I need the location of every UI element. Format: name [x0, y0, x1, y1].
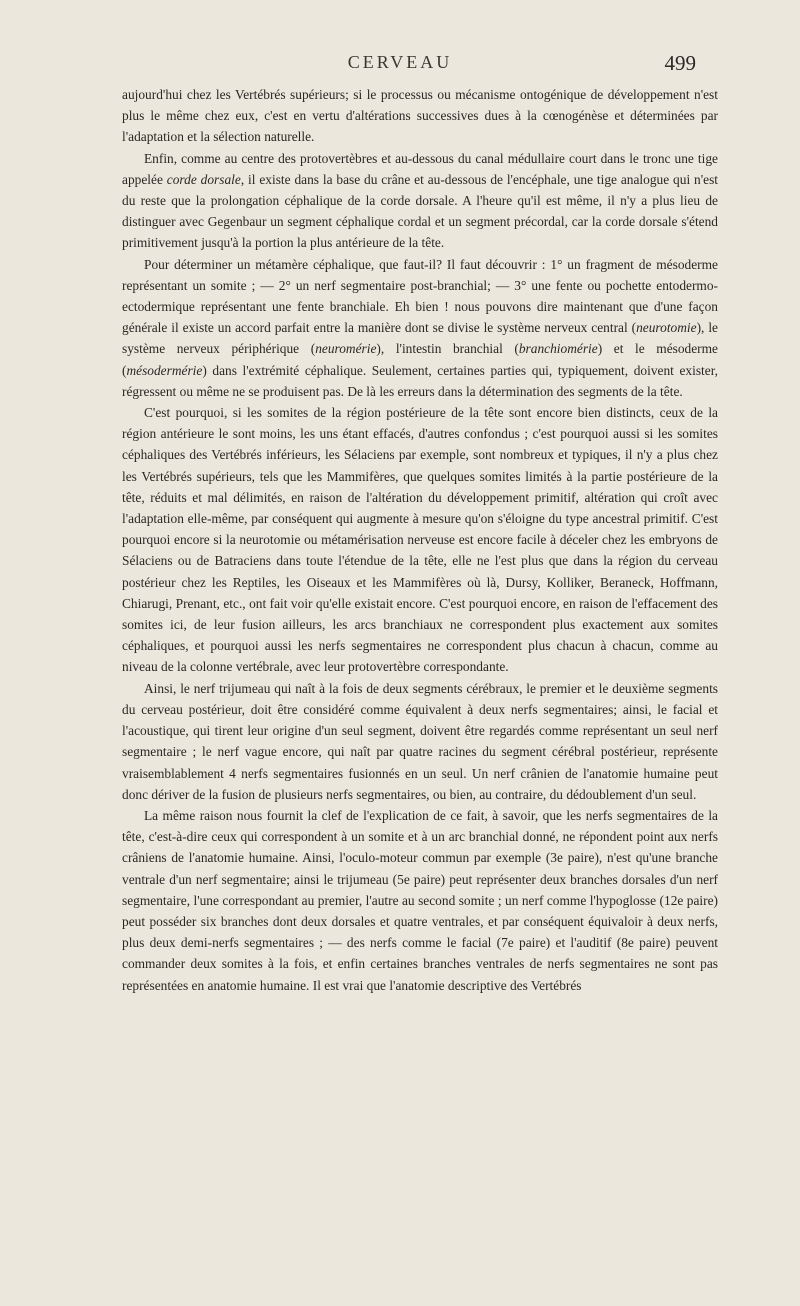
text-run: Pour déterminer un métamère céphalique, que faut-il? Il faut découvrir : 1° un fragment de mésoderme représentant un somite ; — 2° un nerf segmentaire post-branchial; — 3° une fente ou pochette entodermo-ectodermique représentant une fente branchiale. Eh bien ! nous pouvons dire maintenant que d'une façon générale il existe un accord parfait entre la manière dont se divise le système nerveux central ( [122, 256, 718, 336]
running-title: CERVEAU [347, 52, 453, 72]
italic-term: corde dorsale [166, 171, 241, 187]
text-run: ) dans l'extrémité céphalique. Seulement, certaines parties qui, typiquement, doivent exister, régressent ou même ne se produisent pas. De là les erreurs dans la détermination des segments de la tête. [122, 362, 718, 399]
paragraph [122, 678, 718, 805]
text-run: Enfin, comme au centre des protovertèbres et au-dessous du canal médullaire court dans le tronc une tige appelée [122, 150, 718, 187]
page-number: 499 [664, 51, 696, 75]
italic-term: neuromérie [315, 341, 377, 357]
text-run: Ainsi, le nerf trijumeau qui naît à la fois de deux segments cérébraux, le premier et le deuxième segments du cerveau postérieur, doit être considéré comme équivalent à deux nerfs segmentaires; ainsi, le facial et l'acoustique, qui tirent leur origine d'un seul segment, doivent être regardés comme représentant un seul nerf segmentaire ; le nerf vague encore, qui naît par quatre racines du segment cérébral postérieur, représente vraisemblablement 4 nerfs segmentaires fusionnés en un seul. Un nerf crânien de l'anatomie humaine peut donc dériver de la fusion de plusieurs nerfs segmentaires, ou bien, au contraire, du dédoublement d'un seul. [122, 680, 718, 802]
italic-term: mésodermérie [126, 362, 203, 378]
paragraph [122, 254, 718, 402]
italic-term: neurotomie [636, 320, 697, 336]
text-run: aujourd'hui chez les Vertébrés supérieurs; si le processus ou mécanisme ontogénique de développement n'est plus le même chez eux, c'est en vertu d'altérations successives dues à la cœnogénèse et déterminées par l'adaptation et la sélection naturelle. [122, 87, 718, 145]
running-head [0, 52, 800, 78]
text-run: ), l'intestin branchial ( [376, 341, 519, 357]
text-run: C'est pourquoi, si les somites de la région postérieure de la tête sont encore bien distincts, ceux de la région antérieure le sont moins, les uns étant effacés, d'autres confondus ; c'est pourquoi aussi si les somites céphaliques des Vertébrés inférieurs, les Sélaciens par exemple, sont nombreux et typiques, il n'y a plus chez les Vertébrés supérieurs, tels que les Mammifères, que quelques somites limités à la partie postérieure de la tête, réduits et mal délimités, en raison de l'altération du développement primitif, altération qui croît avec l'adaptation elle-même, par conséquent qui augmente à mesure qu'on s'éloigne du type ancestral primitif. C'est pourquoi encore si la neurotomie ou métamérisation nerveuse est encore facile à déceler chez les embryons de Sélaciens ou de Batraciens dans toute l'étendue de la tête, elle ne l'est plus que dans la région du cerveau postérieur chez les Reptiles, les Oiseaux et les Mammifères où là, Dursy, Kolliker, Beraneck, Hoffmann, Chiarugi, Prenant, etc., ont fait voir qu'elle existait encore. C'est pourquoi encore, en raison de l'effacement des somites ici, de leur fusion ailleurs, les arcs branchiaux ne correspondent plus exactement aux somites céphaliques, et pourquoi aussi les nerfs segmentaires ne correspondent plus chacun à chacun, comme au niveau de la colonne vertébrale, avec leur protovertèbre correspondante. [122, 405, 718, 675]
paragraph [122, 402, 718, 678]
body-text [122, 84, 718, 996]
italic-term: branchiomérie [518, 341, 598, 357]
paragraph [122, 84, 718, 148]
text-run: ) et le mésoderme ( [122, 341, 719, 378]
text-run: La même raison nous fournit la clef de l'explication de ce fait, à savoir, que les nerfs segmentaires de la tête, c'est-à-dire ceux qui correspondent à un somite et à un arc branchial donné, ne répondent point aux nerfs crâniens de l'anatomie humaine. Ainsi, l'oculo-moteur commun par exemple (3e paire), n'est qu'une branche ventrale d'un nerf segmentaire; ainsi le trijumeau (5e paire) peut représenter deux branches dorsales d'un nerf segmentaire, l'une correspondant au premier, l'autre au second somite ; un nerf comme l'hypoglosse (12e paire) peut posséder six branches dont deux dorsales et quatre ventrales, et par conséquent équivaloir à deux nerfs, plus deux demi-nerfs segmentaires ; — des nerfs comme le facial (7e paire) et l'auditif (8e paire) peuvent commander deux somites à la fois, et enfin certaines branches ventrales de nerfs segmentaires ne sont pas représentées en anatomie humaine. Il est vrai que l'anatomie descriptive des Vertébrés [122, 807, 718, 993]
paragraph [122, 805, 718, 996]
text-run: ), le système nerveux périphérique ( [122, 320, 718, 357]
text-run: , il existe dans la base du crâne et au-dessous de l'encéphale, une tige analogue qui n'est du reste que la prolongation céphalique de la corde dorsale. A l'heure qu'il est même, il n'y a plus lieu de distinguer avec Gegenbaur un segment céphalique cordal et un segment précordal, car la corde dorsale s'étend primitivement jusqu'à la portion la plus antérieure de la tête. [122, 171, 719, 251]
paragraph [122, 148, 718, 254]
